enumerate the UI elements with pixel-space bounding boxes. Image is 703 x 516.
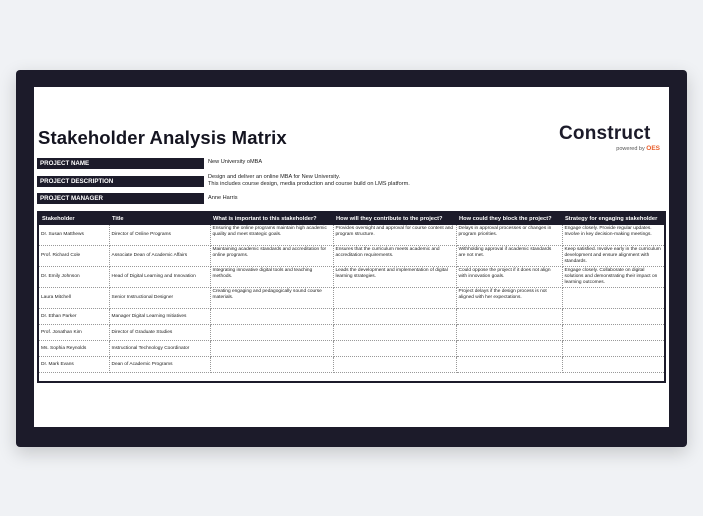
contribute-cell: Ensures that the curriculum meets academic and accreditation requirements. xyxy=(333,246,456,267)
strategy-cell: Keep satisfied. Involve early in the curriculum development and ensure alignment with standards. xyxy=(562,246,664,267)
block-cell xyxy=(456,341,562,357)
project-description-line2: This includes course design, media production and course build on LMS platform. xyxy=(208,181,410,187)
construct-logo xyxy=(559,124,663,154)
block-cell xyxy=(456,309,562,325)
stakeholder-cell: Prof. Jonathan Kim xyxy=(39,325,109,341)
contribute-cell xyxy=(333,325,456,341)
table-header-row xyxy=(39,213,664,225)
title-cell: Manager Digital Learning Initiatives xyxy=(109,309,210,325)
important-cell: Maintaining academic standards and accreditation for online programs. xyxy=(210,246,333,267)
project-description-label: PROJECT DESCRIPTION xyxy=(37,176,204,187)
stakeholder-cell: Dr. Emily Johnson xyxy=(39,267,109,288)
title-cell: Dean of Academic Programs xyxy=(109,357,210,373)
contribute-cell xyxy=(333,341,456,357)
title-cell: Director of Online Programs xyxy=(109,225,210,246)
strategy-cell xyxy=(562,341,664,357)
contribute-cell xyxy=(333,288,456,309)
header-title: Title xyxy=(109,213,210,225)
header-contribute: How will they contribute to the project? xyxy=(333,213,456,225)
important-cell: Ensuring the online programs maintain high academic quality and meet strategic goals. xyxy=(210,225,333,246)
table-row xyxy=(39,341,664,357)
important-cell: Creating engaging and pedagogically sound course materials. xyxy=(210,288,333,309)
title-cell: Associate Dean of Academic Affairs xyxy=(109,246,210,267)
block-cell xyxy=(456,325,562,341)
table-row xyxy=(39,288,664,309)
strategy-cell xyxy=(562,309,664,325)
logo-brand: OES xyxy=(646,145,660,152)
header-strategy: Strategy for engaging stakeholder xyxy=(562,213,664,225)
title-cell: Head of Digital Learning and Innovation xyxy=(109,267,210,288)
project-manager-label: PROJECT MANAGER xyxy=(37,193,204,204)
table-row xyxy=(39,357,664,373)
stakeholder-cell: Ms. Sophia Reynolds xyxy=(39,341,109,357)
project-name-value: New University oMBA xyxy=(208,159,263,165)
stakeholder-table xyxy=(37,211,666,383)
important-cell: Integrating innovative digital tools and teaching methods. xyxy=(210,267,333,288)
project-description-line1: Design and deliver an online MBA for New University. xyxy=(208,174,341,180)
important-cell xyxy=(210,341,333,357)
stakeholder-cell: Prof. Richard Cole xyxy=(39,246,109,267)
stakeholder-cell: Dr. Ethan Parker xyxy=(39,309,109,325)
contribute-cell xyxy=(333,357,456,373)
strategy-cell xyxy=(562,288,664,309)
table-row xyxy=(39,246,664,267)
strategy-cell xyxy=(562,357,664,373)
block-cell xyxy=(456,357,562,373)
table-row xyxy=(39,267,664,288)
table-row xyxy=(39,309,664,325)
table-row xyxy=(39,325,664,341)
title-cell: Senior Instructional Designer xyxy=(109,288,210,309)
header-stakeholder: Stakeholder xyxy=(39,213,109,225)
important-cell xyxy=(210,309,333,325)
title-cell: Instructional Technology Coordinator xyxy=(109,341,210,357)
important-cell xyxy=(210,325,333,341)
strategy-cell: Engage closely. Collaborate on digital solutions and demonstrating their impact on learning outcomes. xyxy=(562,267,664,288)
logo-wordmark: Construct xyxy=(559,123,651,144)
header-important: What is important to this stakeholder? xyxy=(210,213,333,225)
strategy-cell xyxy=(562,325,664,341)
block-cell: Withholding approval if academic standards are not met. xyxy=(456,246,562,267)
table-row xyxy=(39,225,664,246)
block-cell: Delays in approval processes or changes in program priorities. xyxy=(456,225,562,246)
stakeholder-cell: Dr. Susan Matthews xyxy=(39,225,109,246)
logo-tagline xyxy=(559,145,663,152)
project-manager-value: Anne Harris xyxy=(208,195,238,201)
logo-powered-by: powered by xyxy=(616,146,645,152)
contribute-cell: Leads the development and implementation of digital learning strategies. xyxy=(333,267,456,288)
page-title: Stakeholder Analysis Matrix xyxy=(38,127,287,148)
strategy-cell: Engage closely. Provide regular updates. Involve in key decision-making meetings. xyxy=(562,225,664,246)
project-name-label: PROJECT NAME xyxy=(37,158,204,169)
contribute-cell: Provides oversight and approval for course content and program structure. xyxy=(333,225,456,246)
contribute-cell xyxy=(333,309,456,325)
stakeholder-cell: Laura Mitchell xyxy=(39,288,109,309)
document-sheet xyxy=(34,87,669,427)
block-cell: Project delays if the design process is not aligned with her expectations. xyxy=(456,288,562,309)
title-cell: Director of Graduate Studies xyxy=(109,325,210,341)
block-cell: Could oppose the project if it does not align with innovation goals. xyxy=(456,267,562,288)
stakeholder-cell: Dr. Mark Evans xyxy=(39,357,109,373)
important-cell xyxy=(210,357,333,373)
header-block: How could they block the project? xyxy=(456,213,562,225)
